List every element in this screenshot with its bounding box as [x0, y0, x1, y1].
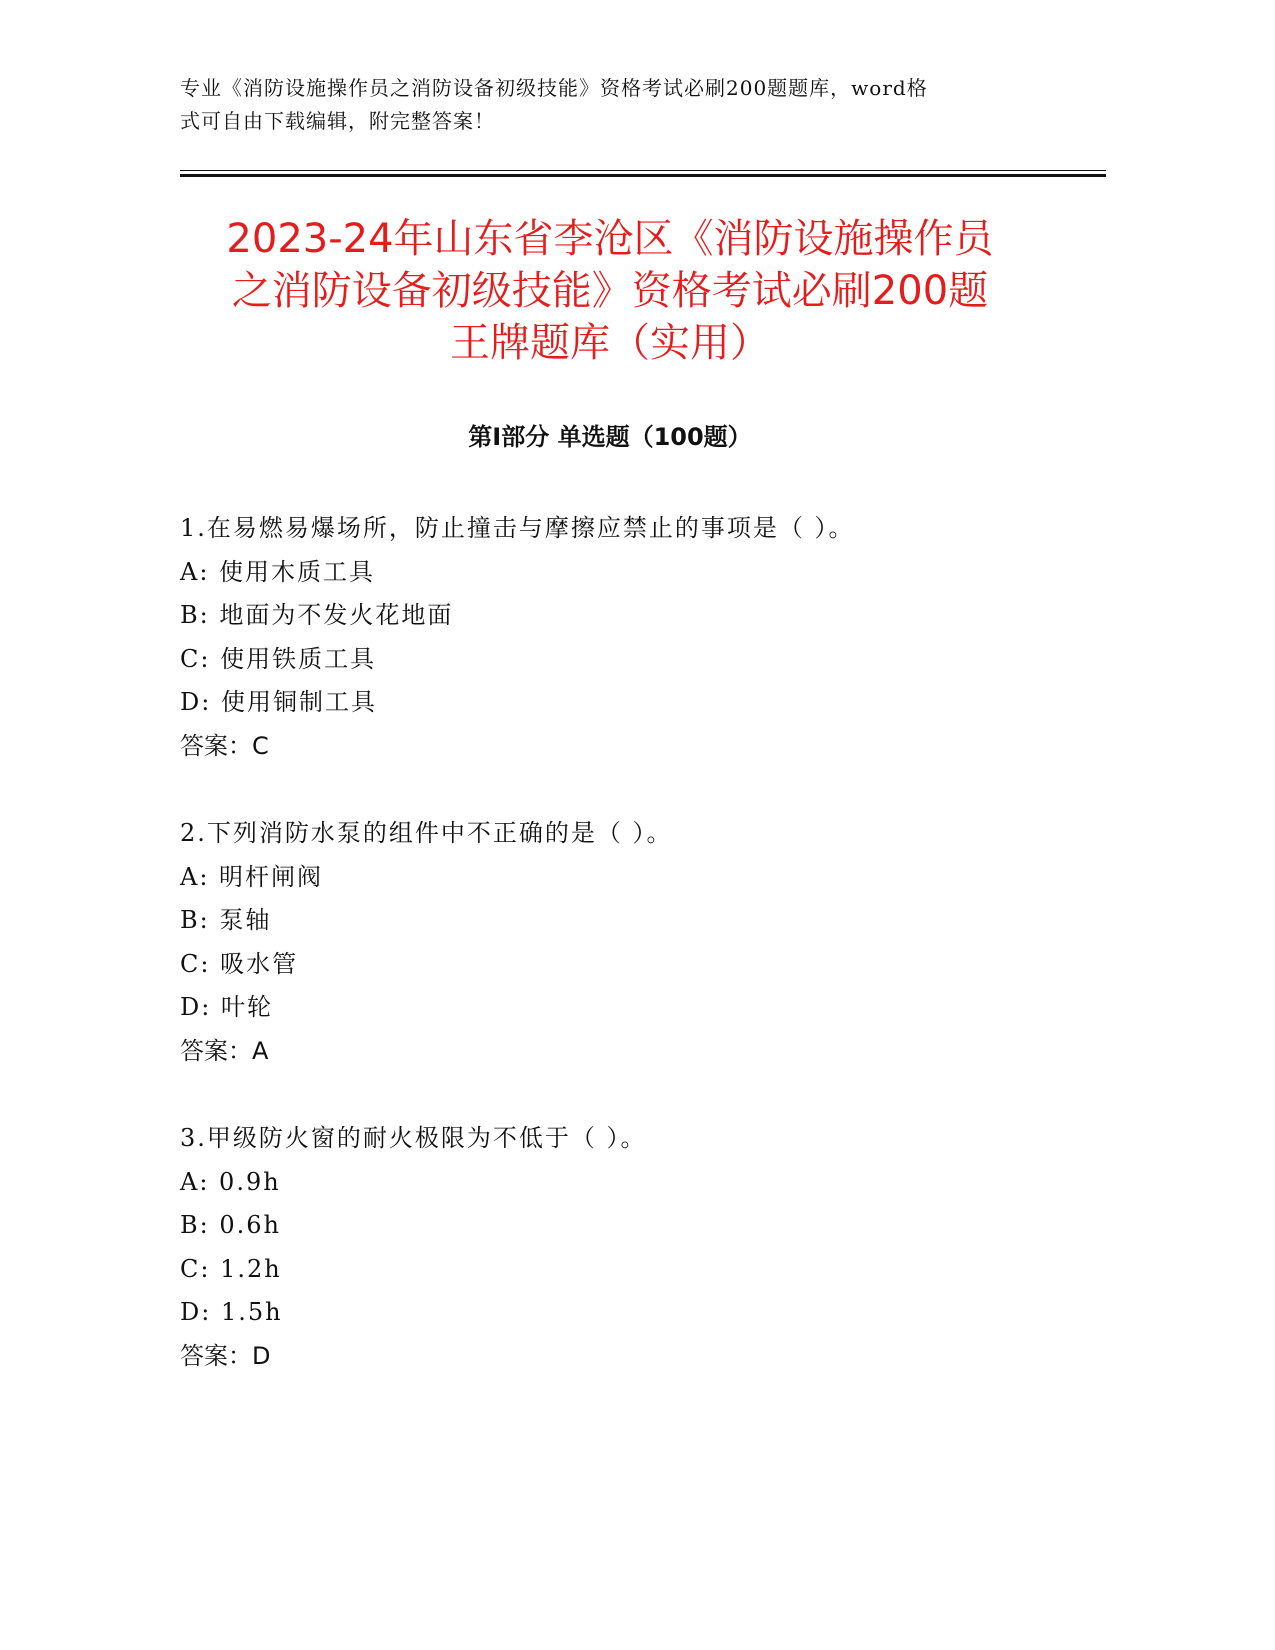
header-divider-thick	[180, 174, 1106, 177]
document-title	[160, 213, 1060, 369]
question-stem: 1.在易燃易爆场所，防止撞击与摩擦应禁止的事项是（ ）。	[180, 514, 855, 542]
answer-line: 答案：A	[180, 1036, 269, 1065]
option-b: B: 地面为不发火花地面	[180, 601, 454, 629]
section-heading: 第Ⅰ部分 单选题（100题）	[468, 423, 752, 451]
option-b: B: 泵轴	[180, 906, 272, 934]
question-stem: 2.下列消防水泵的组件中不正确的是（ ）。	[180, 819, 673, 847]
answer-line: 答案：C	[180, 731, 269, 760]
document-title-line-2: 之消防设备初级技能》资格考试必刷200题	[231, 268, 989, 314]
option-a: A: 明杆闸阀	[180, 862, 324, 891]
document-title-line-1: 2023-24年山东省李沧区《消防设施操作员	[226, 216, 994, 262]
document-title-line-3: 王牌题库（实用）	[450, 320, 770, 366]
option-a: A: 使用木质工具	[180, 557, 376, 586]
question-item-2	[180, 812, 1080, 1117]
option-d: D: 叶轮	[180, 993, 273, 1021]
option-c: C: 使用铁质工具	[180, 644, 377, 673]
answer-line: 答案：D	[180, 1341, 271, 1370]
question-list	[180, 507, 1080, 1422]
option-d: D: 1.5h	[180, 1298, 283, 1326]
option-d: D: 使用铜制工具	[180, 688, 377, 716]
option-b: B: 0.6h	[180, 1211, 281, 1239]
header-note-line-2: 式可自由下载编辑，附完整答案！	[180, 109, 495, 133]
question-item-1	[180, 507, 1080, 812]
header-divider-thin	[180, 170, 1106, 171]
question-stem: 3.甲级防火窗的耐火极限为不低于（ ）。	[180, 1124, 647, 1152]
question-item-3	[180, 1117, 1080, 1422]
option-c: C: 吸水管	[180, 949, 299, 978]
header-note-line-1: 专业《消防设施操作员之消防设备初级技能》资格考试必刷200题题库，word格	[180, 76, 928, 100]
option-c: C: 1.2h	[180, 1254, 282, 1283]
header-note	[180, 72, 1040, 138]
option-a: A: 0.9h	[180, 1167, 281, 1196]
